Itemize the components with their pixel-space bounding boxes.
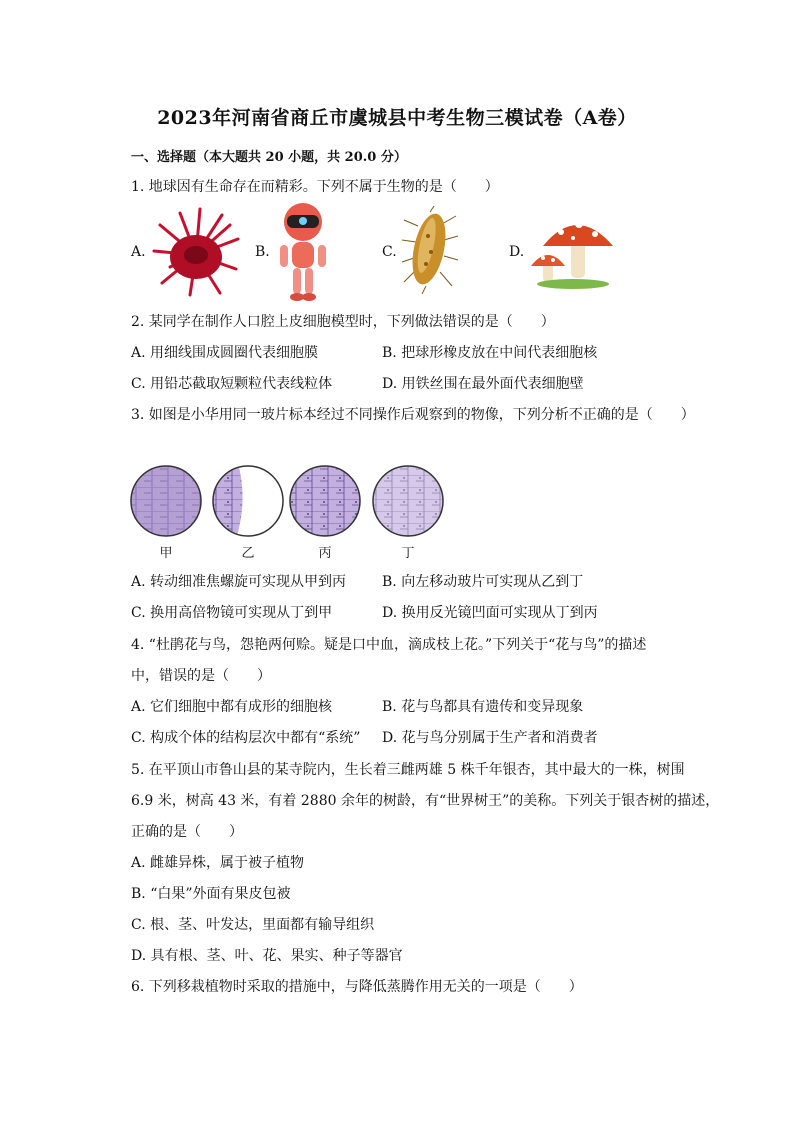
figure-label-yi: 乙 [241, 546, 255, 561]
q1-option-b-label[interactable]: B. [255, 244, 270, 260]
question-4-stem-line1: 4. “杜鹃花与鸟，怨艳两何赊。疑是口中血，滴成枝上花。”下列关于“花与鸟”的描述 [131, 637, 647, 653]
question-5-stem-line3: 正确的是（ ） [131, 824, 243, 840]
figure-label-bing: 丙 [318, 546, 332, 561]
sea-anemone-image [150, 205, 242, 301]
q3-option-c[interactable]: C. 换用高倍物镜可实现从丁到甲 [131, 605, 333, 621]
q4-option-c[interactable]: C. 构成个体的结构层次中都有“系统” [131, 730, 361, 746]
figure-bing-circle [290, 466, 360, 536]
q4-option-d[interactable]: D. 花与鸟分别属于生产者和消费者 [382, 730, 598, 746]
bacterium-image [400, 206, 460, 298]
q4-option-b[interactable]: B. 花与鸟都具有遗传和变异现象 [382, 699, 584, 715]
q1-option-d-label[interactable]: D. [509, 244, 525, 260]
q2-option-a[interactable]: A. 用细线围成圆圈代表细胞膜 [131, 345, 319, 361]
q3-option-b[interactable]: B. 向左移动玻片可实现从乙到丁 [382, 574, 584, 590]
microscope-figure [128, 463, 448, 543]
figure-label-jia: 甲 [159, 546, 173, 561]
q4-option-a[interactable]: A. 它们细胞中都有成形的细胞核 [131, 699, 333, 715]
q5-option-b[interactable]: B. “白果”外面有果皮包被 [131, 886, 291, 902]
question-1-stem: 1. 地球因有生命存在而精彩。下列不属于生物的是（ ） [131, 179, 499, 195]
q5-option-c[interactable]: C. 根、茎、叶发达，里面都有输导组织 [131, 917, 375, 933]
figure-label-ding: 丁 [401, 546, 415, 561]
robot-image [273, 200, 333, 306]
figure-jia-circle [131, 466, 201, 536]
q2-option-d[interactable]: D. 用铁丝围在最外面代表细胞壁 [382, 376, 584, 392]
q1-option-a-label[interactable]: A. [131, 244, 146, 260]
q2-option-b[interactable]: B. 把球形橡皮放在中间代表细胞核 [382, 345, 598, 361]
question-5-stem-line2: 6.9 米，树高 43 米，有着 2880 余年的树龄，有“世界树王”的美称。下列关于银杏树的描述， [131, 793, 720, 809]
question-5-stem-line1: 5. 在平顶山市鲁山县的某寺院内，生长着三雌两雄 5 株千年银杏，其中最大的一株，树围 [131, 762, 685, 778]
q5-option-d[interactable]: D. 具有根、茎、叶、花、果实、种子等器官 [131, 948, 403, 964]
q1-option-c-label[interactable]: C. [382, 244, 397, 260]
figure-ding-circle [373, 466, 443, 536]
question-2-stem: 2. 某同学在制作人口腔上皮细胞模型时，下列做法错误的是（ ） [131, 314, 555, 330]
q3-option-d[interactable]: D. 换用反光镜凹面可实现从丁到丙 [382, 605, 598, 621]
figure-yi-circle [213, 463, 283, 539]
q5-option-a[interactable]: A. 雌雄异株，属于被子植物 [131, 855, 305, 871]
q3-option-a[interactable]: A. 转动细准焦螺旋可实现从甲到丙 [131, 574, 347, 590]
question-6-stem: 6. 下列移栽植物时采取的措施中，与降低蒸腾作用无关的一项是（ ） [131, 979, 583, 995]
page-title: 2023年河南省商丘市虞城县中考生物三模试卷（A卷） [157, 107, 637, 129]
section-header: 一、选择题（本大题共 20 小题，共 20.0 分） [131, 150, 407, 165]
question-4-stem-line2: 中，错误的是（ ） [131, 668, 271, 684]
mushroom-image [527, 210, 619, 294]
question-3-stem: 3. 如图是小华用同一玻片标本经过不同操作后观察到的物像，下列分析不正确的是（ ） [131, 407, 695, 423]
q2-option-c[interactable]: C. 用铅芯截取短颗粒代表线粒体 [131, 376, 333, 392]
